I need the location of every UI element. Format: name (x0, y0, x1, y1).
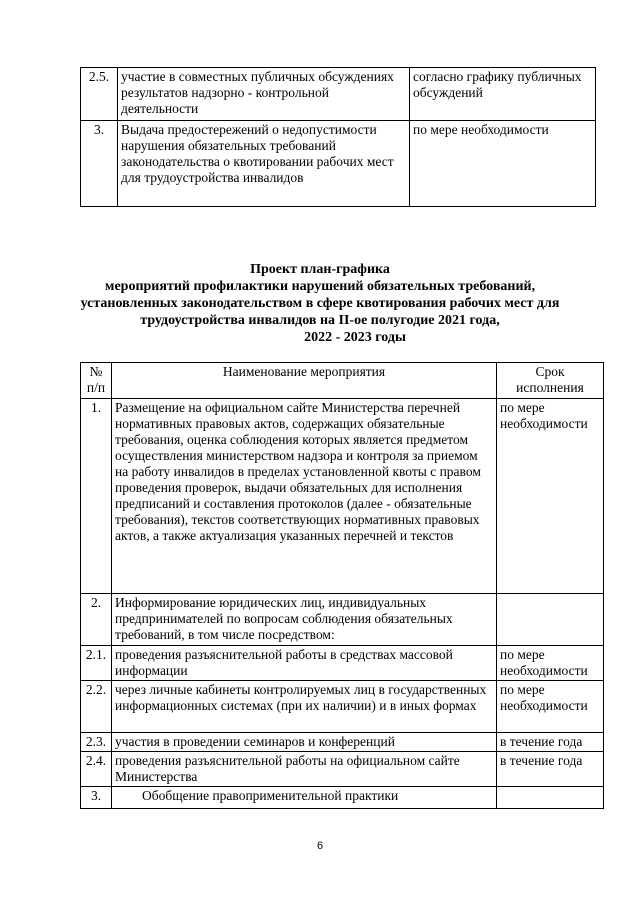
header-number: № п/п (81, 363, 112, 399)
table-header-row (81, 363, 604, 399)
row-number: 2.3. (81, 733, 112, 752)
activity-term: в течение года (497, 733, 604, 752)
title-line: мероприятий профилактики нарушений обязательных требований, (104, 279, 536, 294)
table-row (81, 646, 604, 681)
title-line: Проект план-графика (250, 262, 390, 277)
activity-term: по мере необходимости (497, 646, 604, 681)
row-number: 2.1. (81, 646, 112, 681)
table-row (81, 733, 604, 752)
activity-term: по мере необходимости (410, 121, 596, 207)
table-row (81, 787, 604, 809)
row-number: 3. (81, 787, 112, 809)
table-row (81, 68, 596, 121)
row-number: 2.2. (81, 681, 112, 733)
row-number: 2.5. (81, 68, 118, 121)
header-activity: Наименование мероприятия (112, 363, 497, 399)
title-line: установленных законодательством в сфере квотирования рабочих мест для (80, 296, 560, 311)
activity-name: Обобщение правоприменительной практики (112, 787, 497, 809)
table-row (81, 121, 596, 207)
row-number: 1. (81, 399, 112, 594)
table-row (81, 594, 604, 646)
activity-name: проведения разъяснительной работы в средствах массовой информации (112, 646, 497, 681)
row-number: 2.4. (81, 752, 112, 787)
activity-name: Размещение на официальном сайте Министерства перечней нормативных правовых актов, содержащих обязательные требования, оценка соблюдения которых является предметом осуществления министерством надзора и контроля за приемом на работу инвалидов в пределах установленной квоты с правом проведения проверок, выдачи обязательных для исполнения предписаний и составления протоколов (далее - обязательные требования), текстов соответствующих нормативных правовых актов, а также актуализация указанных перечней и текстов (112, 399, 497, 594)
table-row (81, 681, 604, 733)
activity-term: по мере необходимости (497, 681, 604, 733)
activity-name: участие в совместных публичных обсуждениях результатов надзорно - контрольной деятельности (118, 68, 410, 121)
header-term: Срок исполнения (497, 363, 604, 399)
table-row (81, 752, 604, 787)
activity-name: через личные кабинеты контролируемых лиц в государственных информационных системах (при их наличии) и в иных формах (112, 681, 497, 733)
row-number: 3. (81, 121, 118, 207)
activity-term (497, 594, 604, 646)
title-line: трудоустройства инвалидов на II-ое полугодие 2021 года, (140, 313, 500, 328)
plan-table (80, 362, 604, 809)
activity-term: согласно графику публичных обсуждений (410, 68, 596, 121)
activity-name: участия в проведении семинаров и конференций (112, 733, 497, 752)
activity-name: Выдача предостережений о недопустимости нарушения обязательных требований законодательства о квотировании рабочих мест для трудоустройства инвалидов (118, 121, 410, 207)
activity-name: проведения разъяснительной работы на официальном сайте Министерства (112, 752, 497, 787)
activity-term: по мере необходимости (497, 399, 604, 594)
continuation-table (80, 67, 596, 207)
activity-term: в течение года (497, 752, 604, 787)
activity-term (497, 787, 604, 809)
activity-name: Информирование юридических лиц, индивидуальных предпринимателей по вопросам соблюдения обязательных требований, в том числе посредством: (112, 594, 497, 646)
page-number: 6 (316, 840, 324, 852)
title-line: 2022 - 2023 годы (304, 330, 406, 345)
plan-title (40, 261, 600, 346)
row-number: 2. (81, 594, 112, 646)
table-row (81, 399, 604, 594)
